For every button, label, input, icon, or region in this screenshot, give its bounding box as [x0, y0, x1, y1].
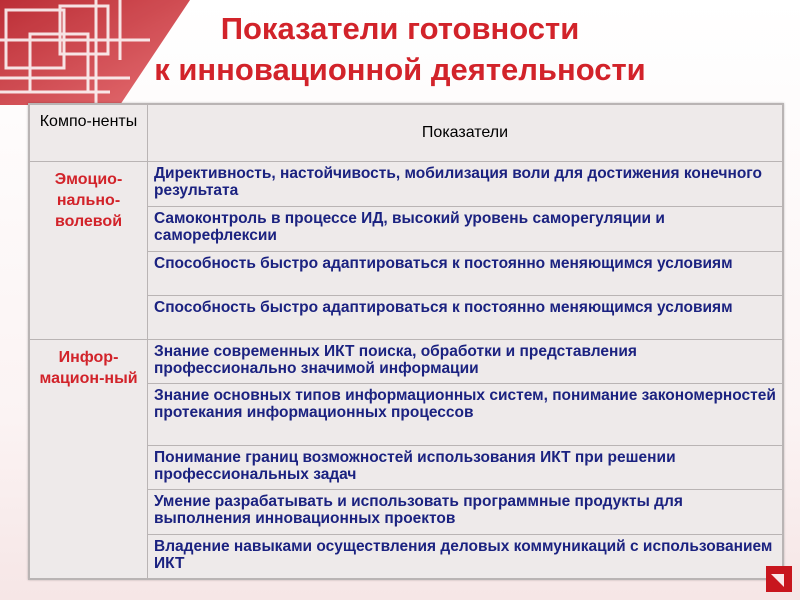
- title-line-1: Показатели готовности: [220, 11, 580, 46]
- indicator-cell: Понимание границ возможностей использования ИКТ при решении профессиональных задач: [148, 446, 783, 490]
- title-line-2: к инновационной деятельности: [154, 52, 646, 87]
- header-indicators: Показатели: [148, 105, 783, 162]
- next-slide-arrow-icon[interactable]: [766, 566, 792, 592]
- indicator-cell: Знание основных типов информационных систем, понимание закономерностей протекания информационных процессов: [148, 384, 783, 446]
- indicators-table: [28, 103, 784, 580]
- indicator-cell: Способность быстро адаптироваться к постоянно меняющимся условиям: [148, 296, 783, 340]
- indicator-cell: Владение навыками осуществления деловых коммуникаций с использованием ИКТ: [148, 535, 783, 579]
- component-emotional-volitional: Эмоцио-нально-волевой: [30, 162, 148, 340]
- indicator-cell: Директивность, настойчивость, мобилизация воли для достижения конечного результата: [148, 162, 783, 207]
- indicator-cell: Самоконтроль в процессе ИД, высокий уровень саморегуляции и саморефлексии: [148, 207, 783, 252]
- header-components: Компо-ненты: [30, 105, 148, 162]
- slide-title: [95, 8, 705, 90]
- indicator-cell: Умение разрабатывать и использовать программные продукты для выполнения инновационных проектов: [148, 490, 783, 535]
- indicator-cell: Знание современных ИКТ поиска, обработки и представления профессионально значимой информации: [148, 340, 783, 384]
- indicator-cell: Способность быстро адаптироваться к постоянно меняющимся условиям: [148, 252, 783, 296]
- component-informational: Инфор-мацион-ный: [30, 340, 148, 579]
